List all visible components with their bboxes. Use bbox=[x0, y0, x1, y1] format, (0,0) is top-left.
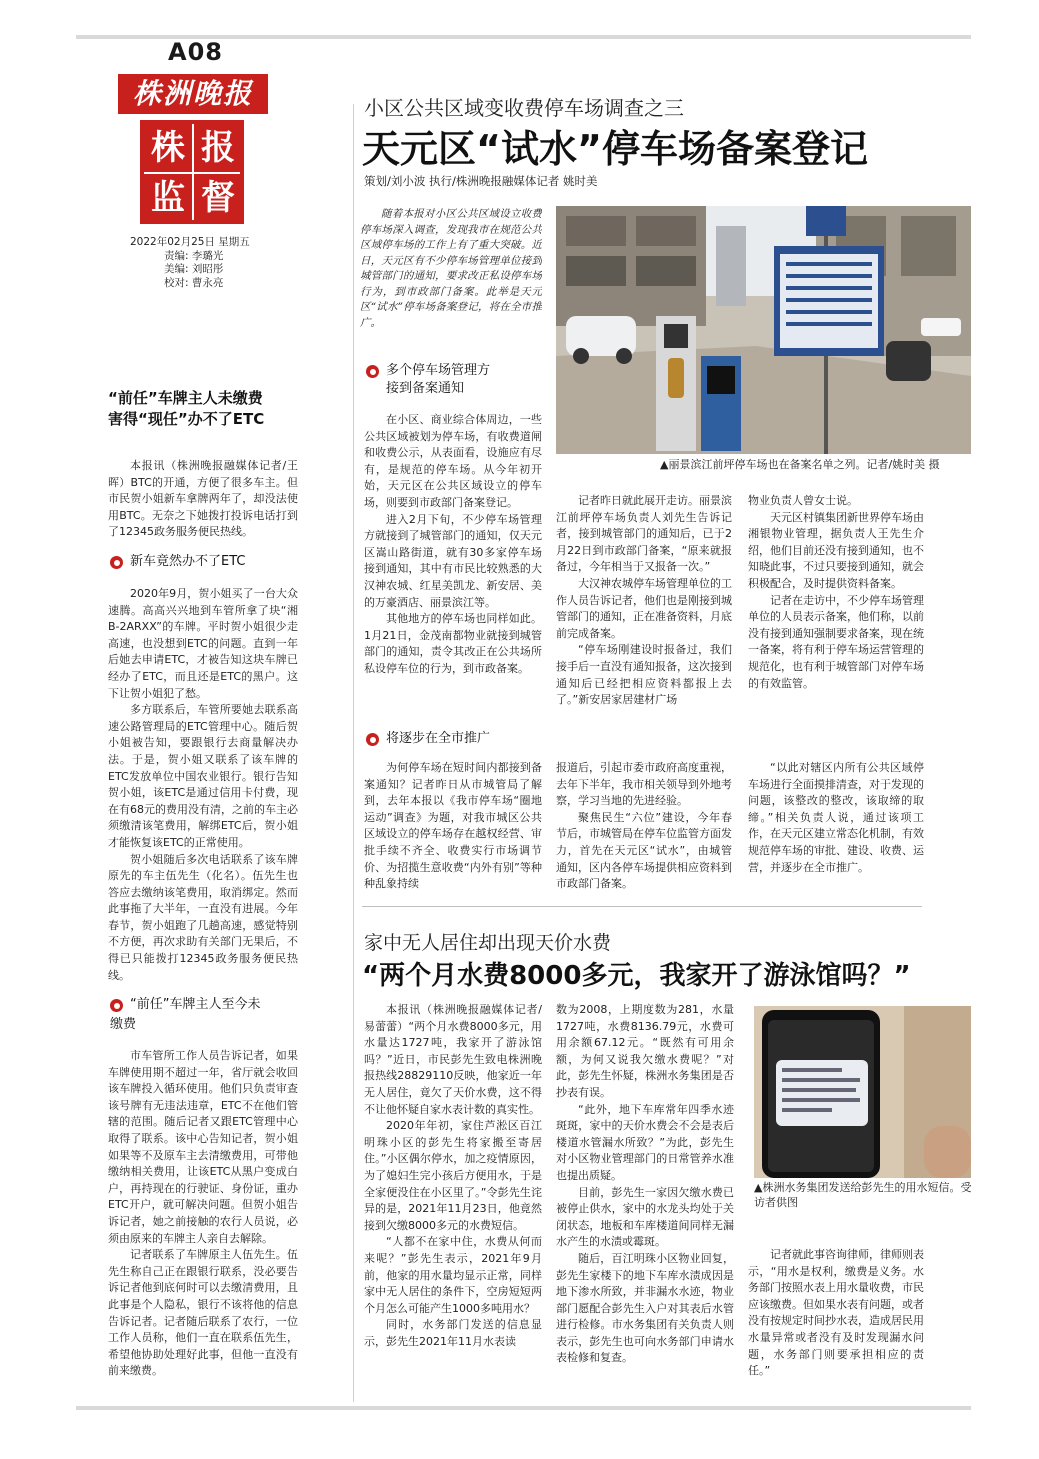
paragraph: 本报讯（株洲晚报融媒体记者/王晖）BTC的开通，方便了很多车主。但市民贺小姐新车拿牌两年了，却没法使用BTC。无奈之下她拨打投诉电话打到了12345政务服务便民热线。 bbox=[108, 459, 298, 538]
paragraph: 本报讯（株洲晚报融媒体记者/易蕾蕾）“两个月水费8000多元，用水量达1727吨，我家开了游泳馆吗？”近日，市民彭先生致电株洲晚报热线28829110反映，他家近一年无人居住，竟欠了天价水费，这不得不让他怀疑自家水表计数的真实性。 bbox=[364, 1003, 542, 1116]
paragraph: 2020年年初，家住芦淞区百江明珠小区的彭先生将家搬至寄居住。”小区偶尔停水，加之疫情原因，为了媳妇生完小孩后方便用水，于是全家便没住在小区里了。”令彭先生诧异的是，2021年11月23日，他竟然接到欠缴8000多元的水费短信。 bbox=[364, 1119, 542, 1232]
water-column-b bbox=[556, 1002, 734, 1386]
issue-date: 2022年02月25日 星期五 bbox=[130, 236, 250, 248]
column-seal-logo bbox=[140, 120, 244, 224]
seal-char-4: 督 bbox=[194, 174, 242, 222]
paragraph: 数为2008，上期度数为281，水量1727吨，水费8136.79元，水费可用余额67.12元。“既然有可用余额，为何又说我欠缴水费呢？”对此，彭先生怀疑，株洲水务集团是否抄表有误。 bbox=[556, 1003, 734, 1099]
paragraph: 贺小姐随后多次电话联系了该车牌原先的车主伍先生（化名）。伍先生也答应去缴纳该笔费用，取消绑定。然而此事拖了大半年，一直没有进展。今年春节，贺小姐跑了几趟高速，感觉特别不方便，再次求助有关部门无果后，不得已只能拨打12345政务服务便民热线。 bbox=[108, 852, 298, 982]
bullet-dot-icon bbox=[366, 733, 379, 746]
paragraph: 大汉神农城停车场管理单位的工作人员告诉记者，他们也是刚接到城管部门的通知，正在准备资料，月底前完成备案。 bbox=[556, 576, 732, 640]
masthead-logo: 株洲晚报 bbox=[118, 74, 268, 114]
main-subhead-1 bbox=[366, 362, 546, 402]
parking-lot-illustration bbox=[556, 206, 971, 454]
side-headline-line-2: 害得“现任”办不了ETC bbox=[108, 410, 265, 428]
water-column-a bbox=[364, 1002, 542, 1386]
main-subhead-2 bbox=[366, 730, 546, 752]
seal-char-2: 报 bbox=[194, 124, 242, 172]
paragraph: 记者昨日就此展开走访。丽景滨江前坪停车场负责人刘先生告诉记者，接到城管部门的通知后，已于2月22日到市政部门备案，“原来就报备过，今年相当于又报备一次。” bbox=[556, 494, 732, 574]
phone-sms-illustration bbox=[754, 1006, 971, 1178]
bottom-rule bbox=[76, 1406, 971, 1410]
main-headline: 天元区“试水”停车场备案登记 bbox=[362, 127, 868, 171]
seal-char-3: 监 bbox=[144, 174, 192, 222]
side-subhead-2 bbox=[110, 996, 310, 1036]
paragraph: 进入2月下旬，不少停车场管理方就接到了城管部门的通知，仅天元区嵩山路街道，就有30多家停车场接到通知，其中有市民比较熟悉的大汉神农城、红星美凯龙、新安居、美的万豪酒店、丽景滨江等。 bbox=[364, 512, 542, 609]
side-body-1 bbox=[108, 586, 298, 988]
main-column-c bbox=[748, 493, 924, 713]
paragraph: “停车场刚建设时报备过，我们接手后一直没有通知报备，这次接到通知后已经把相应资料都报上去了。”新安居家居建材广场 bbox=[556, 643, 732, 707]
paragraph: 同时，水务部门发送的信息显示，彭先生2021年11月水表读 bbox=[364, 1318, 542, 1348]
paragraph: 其他地方的停车场也同样如此。1月21日，金茂南都物业就接到城管部门的通知，责令其改正在公共场所私设停车位的行为，到市政备案。 bbox=[364, 612, 542, 675]
paragraph: 2020年9月，贺小姐买了一台大众速腾。高高兴兴地到车管所拿了块“湘B-2ARXX”的车牌。平时贺小姐很少走高速，也没想到ETC的问题。直到一年后她去申请ETC，才被告知这块车牌已经办了ETC，而且还是ETC的黑户。这下让贺小姐犯了愁。 bbox=[108, 587, 298, 700]
story-divider bbox=[362, 906, 922, 907]
side-subhead-1-text: 新车竟然办不了ETC bbox=[130, 554, 246, 569]
water-sms-photo bbox=[754, 1006, 971, 1178]
side-subhead-2-line-2: 缴费 bbox=[110, 1017, 137, 1032]
water-headline: “两个月水费8000多元，我家开了游泳馆吗？” bbox=[362, 961, 911, 991]
main-column-d bbox=[364, 760, 542, 890]
paragraph: 市车管所工作人员告诉记者，如果车牌使用期不超过一年，省厅就会收回该车牌投入循环使用。他们只负责审查该号牌有无违法违章，ETC不在他们管辖的范围。随后记者又跟ETC管理中心取得了联系。该中心告知记者，贺小姐如果等不及原车主去清缴费用，可带他缴纳相关费用，让该ETC从黑户变成白户，再持现在的行驶证、身份证，重办ETC开户，就可解决问题。但贺小姐告诉记者，她之前接触的农行人员说，必须由原来的车牌主人亲自去解除。 bbox=[108, 1049, 298, 1245]
paragraph: 记者在走访中，不少停车场管理单位的人员表示备案，他们称，以前没有接到通知强制要求备案，现在统一备案，将有利于停车场运营管理的规范化，也有利于城管部门对停车场的有效监管。 bbox=[748, 593, 924, 690]
main-column-b bbox=[556, 493, 732, 713]
bullet-dot-icon bbox=[366, 365, 379, 378]
paragraph: “人都不在家中住，水费从何而来呢？”彭先生表示，2021年9月前，他家的用水量均显示正常，同样家中无人居住的条件下，空房短短两个月怎么可能产生1000多吨用水？ bbox=[364, 1235, 542, 1315]
paragraph: 为何停车场在短时间内都接到备案通知？记者昨日从市城管局了解到，去年本报以《我市停车场“圈地运动”调查》为题，对我市城区公共区域设立的停车场存在越权经营、审批手续不齐全、收费实行市场调节价、为招揽生意收费“内外有别”等种种乱象持续 bbox=[364, 761, 542, 890]
main-byline: 策划/刘小波 执行/株洲晚报融媒体记者 姚时美 bbox=[364, 174, 598, 188]
main-column-e bbox=[556, 760, 732, 890]
paragraph: 在小区、商业综合体周边，一些公共区域被划为停车场，有收费道闸和收费公示，从表面看，设施应有尽有，是规范的停车场。从今年初开始，天元区在公共区域设立的停车场，则要到市政部门备案登记。 bbox=[364, 413, 542, 509]
main-column-f bbox=[748, 760, 924, 890]
main-photo-caption: ▲丽景滨江前坪停车场也在备案名单之列。记者/姚时美 摄 bbox=[660, 458, 940, 471]
paragraph: 多方联系后，车管所要她去联系高速公路管理局的ETC管理中心。随后贺小姐被告知，要跟银行去商量解决办法。于是，贺小姐又联系了该车牌的ETC发放单位中国农业银行。银行告知贺小姐，该ETC是通过信用卡付费，现在有68元的费用没有清，之前的车主必须缴清该笔费用，解绑ETC后，贺小姐才能恢复该ETC的正常使用。 bbox=[108, 703, 298, 849]
paragraph: “此外，地下车库常年四季水迹斑斑，家中的天价水费会不会是表后楼道水管漏水所致？”为此，彭先生对小区物业管理部门的日常管养水准也提出质疑。 bbox=[556, 1102, 734, 1182]
subhead-1-line-1: 多个停车场管理方 bbox=[386, 363, 491, 378]
paragraph: 报道后，引起市委市政府高度重视，去年下半年，我市相关领导到外地考察，学习当地的先进经验。 bbox=[556, 761, 732, 808]
side-subhead-2-line-1: “前任”车牌主人至今未 bbox=[130, 997, 261, 1012]
subhead-2-text: 将逐步在全市推广 bbox=[386, 731, 491, 746]
side-headline bbox=[108, 388, 264, 430]
paragraph: “以此对辖区内所有公共区域停车场进行全面摸排清查，对于发现的问题，该整改的整改，该取缔的取缔。”相关负责人说，通过该项工作，在天元区建立常态化机制，有效规范停车场的审批、建设、收费、运营，并逐步在全市推广。 bbox=[748, 761, 924, 874]
main-lede bbox=[360, 207, 542, 357]
subhead-1-line-2: 接到备案通知 bbox=[386, 381, 465, 396]
editor-credit: 责编: 李璐光 bbox=[164, 249, 224, 262]
bullet-dot-icon bbox=[110, 556, 123, 569]
proof-credit: 校对: 曹永亮 bbox=[164, 276, 224, 289]
page-number: A08 bbox=[168, 38, 223, 66]
water-kicker: 家中无人居住却出现天价水费 bbox=[364, 932, 612, 954]
bullet-dot-icon bbox=[110, 999, 123, 1012]
water-photo-caption: ▲株洲水务集团发送给彭先生的用水短信。受访者供图 bbox=[754, 1181, 972, 1209]
parking-lot-photo bbox=[556, 206, 971, 454]
main-column-a bbox=[364, 412, 542, 712]
side-headline-line-1: “前任”车牌主人未缴费 bbox=[108, 389, 263, 407]
side-intro bbox=[108, 458, 298, 538]
paragraph: 随后，百江明珠小区物业回复，彭先生家楼下的地下车库水渍成因是地下渗水所致，并非漏水水迹，物业部门愿配合彭先生入户对其表后水管进行检修。市水务集团有关负责人则表示，彭先生也可向水务部门申请水表检修和复查。 bbox=[556, 1251, 734, 1365]
paragraph: 记者就此事咨询律师，律师则表示，“用水是权利，缴费是义务。水务部门按照水表上用水量收费，市民应该缴费。但如果水表有问题，或者没有按规定时间抄水表，造成居民用水量异常或者没有及时发现漏水问题，水务部门则要承担相应的责任。” bbox=[748, 1248, 924, 1378]
paragraph: 物业负责人曾女士说。 bbox=[748, 494, 858, 507]
paragraph: 记者联系了车牌原主人伍先生。伍先生称自己正在跟银行联系，没必要告诉记者他到底何时可以去缴清费用，且此事是个人隐私，银行不该将他的信息告诉记者。记者随后联系了农行，一位工作人员称，他们一直在联系伍先生，希望他协助处理好此事，但他一直没有前来缴费。 bbox=[108, 1248, 298, 1378]
main-kicker: 小区公共区域变收费停车场调查之三 bbox=[364, 96, 684, 120]
lede-paragraph: 随着本报对小区公共区域设立收费停车场深入调查，发现我市在规范公共区域停车场的工作上有了重大突破。近日，天元区有不少停车场管理单位接到城管部门的通知，要求改正私设停车场行为，到市政部门备案。此举是天元区“试水”停车场备案登记，将在全市推广。 bbox=[360, 208, 542, 329]
paragraph: 聚焦民生“六位”建设，今年春节后，市城管局在停车位监管方面发力，首先在天元区“试水”，由城管通知，区内各停车场提供相应资料到市政部门备案。 bbox=[556, 810, 732, 890]
designer-credit: 美编: 刘昭彤 bbox=[164, 263, 224, 275]
water-column-c bbox=[748, 1247, 924, 1385]
side-body-2 bbox=[108, 1048, 298, 1382]
paragraph: 天元区村镇集团新世界停车场由湘银物业管理，据负责人王先生介绍，他们目前还没有接到通知，也不知晓此事，不过只要接到通知，就会积极配合，及时提供资料备案。 bbox=[748, 510, 924, 590]
paragraph: 目前，彭先生一家因欠缴水费已被停止供水，家中的水龙头均处于关闭状态，地板和车库楼道间同样无漏水产生的水渍或霉斑。 bbox=[556, 1185, 734, 1249]
side-subhead-1 bbox=[110, 553, 300, 575]
seal-char-1: 株 bbox=[144, 124, 192, 172]
column-divider bbox=[353, 104, 354, 1402]
issue-info bbox=[130, 236, 250, 290]
